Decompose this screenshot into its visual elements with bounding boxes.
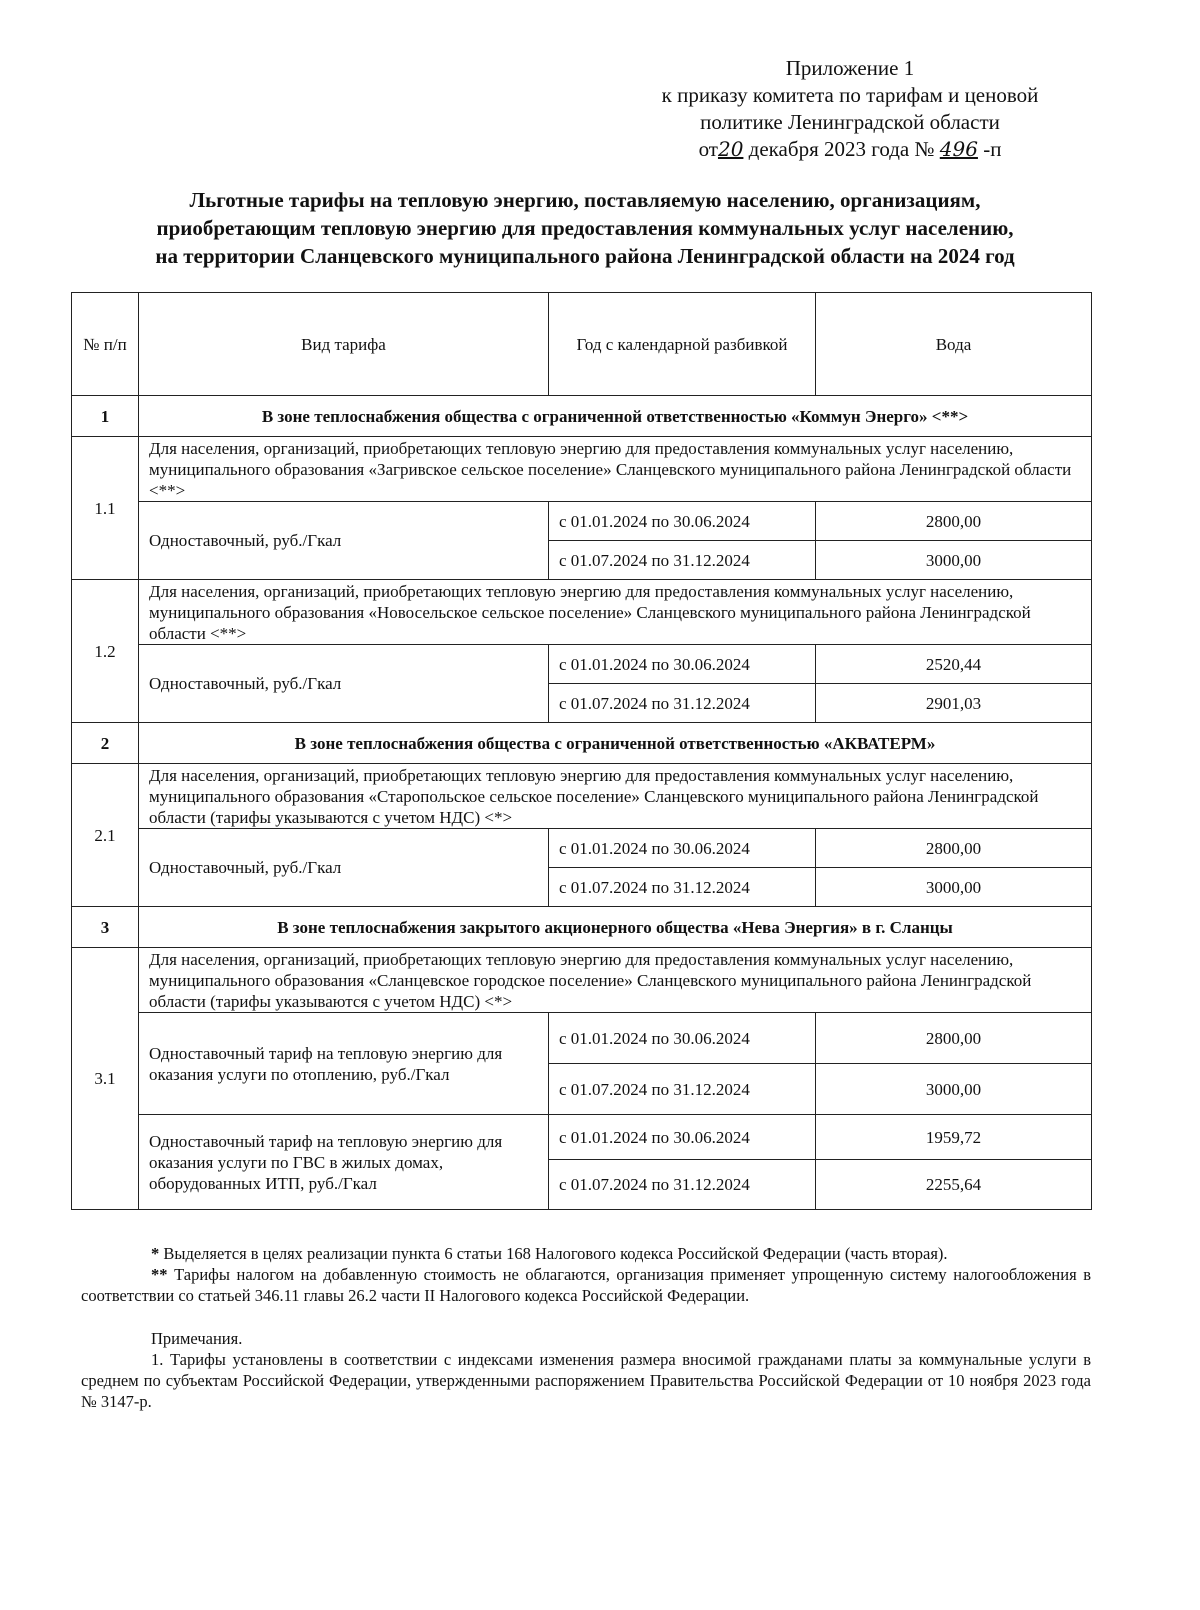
sub-desc-row [72,948,1092,1013]
tariff-table [71,292,1092,1210]
date-day: 20 [717,137,744,161]
tariff-period: с 01.01.2024 по 30.06.2024 [549,1115,816,1160]
tariff-value: 3000,00 [816,868,1092,907]
appendix-line1: к приказу комитета по тарифам и ценовой [661,83,1039,107]
sub-description: Для населения, организаций, приобретающих тепловую энергию для предоставления коммунальных услуг населению, муниципального образования «Загривское сельское поселение» Сланцевского муниципального района Ленинградской области <**> [139,437,1092,502]
tariff-value: 2800,00 [816,1013,1092,1064]
tariff-period: с 01.07.2024 по 31.12.2024 [549,541,816,580]
tariff-period: с 01.07.2024 по 31.12.2024 [549,1160,816,1210]
header-water: Вода [816,293,1092,396]
notes-heading: Примечания. [151,1329,243,1348]
tariff-type: Одноставочный тариф на тепловую энергию для оказания услуги по ГВС в жилых домах, оборудованных ИТП, руб./Гкал [139,1115,549,1210]
tariff-value: 1959,72 [816,1115,1092,1160]
footnote-2-text: Тарифы налогом на добавленную стоимость не облагаются, организация применяет упрощенную систему налогообложения в соответствии со статьей 346.11 главы 26.2 части II Налогового кодекса Российской Федерации. [81,1265,1092,1305]
sub-number: 3.1 [72,948,139,1210]
sub-description: Для населения, организаций, приобретающих тепловую энергию для предоставления коммунальных услуг населению, муниципального образования «Новосельское сельское поселение» Сланцевского муниципального района Ленинградской области <**> [139,580,1092,645]
tariff-value: 2255,64 [816,1160,1092,1210]
tariff-value: 3000,00 [816,541,1092,580]
footnote-2-mark: ** [151,1265,168,1284]
footnote-1-text: Выделяется в целях реализации пункта 6 статьи 168 Налогового кодекса Российской Федерации (часть вторая). [163,1244,948,1263]
zone-title: В зоне теплоснабжения общества с ограниченной ответственностью «АКВАТЕРМ» [139,723,1092,764]
tariff-type: Одноставочный, руб./Гкал [139,502,549,580]
sub-desc-row [72,580,1092,645]
tariff-value: 2800,00 [816,502,1092,541]
table-row [72,1013,1092,1064]
table-row [72,829,1092,868]
sub-description: Для населения, организаций, приобретающих тепловую энергию для предоставления коммунальных услуг населению, муниципального образования «Старопольское сельское поселение» Сланцевского муниципального района Ленинградской области (тарифы указываются с учетом НДС) <*> [139,764,1092,829]
sub-number: 2.1 [72,764,139,907]
date-rest: декабря 2023 года № [748,137,935,161]
appendix-date-line [600,136,1100,163]
tariff-type: Одноставочный, руб./Гкал [139,645,549,723]
tariff-type: Одноставочный тариф на тепловую энергию для оказания услуги по отоплению, руб./Гкал [139,1013,549,1115]
tariff-period: с 01.01.2024 по 30.06.2024 [549,829,816,868]
date-prefix: от [698,137,718,161]
tariff-value: 2901,03 [816,684,1092,723]
tariff-type: Одноставочный, руб./Гкал [139,829,549,907]
tariff-period: с 01.07.2024 по 31.12.2024 [549,1064,816,1115]
tariff-period: с 01.01.2024 по 30.06.2024 [549,502,816,541]
table-row [72,502,1092,541]
title-line1: Льготные тарифы на тепловую энергию, поставляемую населению, организациям, [189,188,981,212]
zone-title: В зоне теплоснабжения общества с ограниченной ответственностью «Коммун Энерго» <**> [139,396,1092,437]
tariff-period: с 01.07.2024 по 31.12.2024 [549,868,816,907]
appendix-title: Приложение 1 [785,56,915,80]
title-line2: приобретающим тепловую энергию для предоставления коммунальных услуг населению, [156,216,1014,240]
table-row [72,1115,1092,1160]
footnote-1 [81,1243,1091,1264]
header-num: № п/п [72,293,139,396]
tariff-period: с 01.01.2024 по 30.06.2024 [549,645,816,684]
sub-number: 1.2 [72,580,139,723]
sub-desc-row [72,437,1092,502]
header-type: Вид тарифа [139,293,549,396]
header-year: Год с календарной разбивкой [549,293,816,396]
zone-row [72,907,1092,948]
footnote-2 [81,1264,1091,1306]
sub-number: 1.1 [72,437,139,580]
zone-row [72,396,1092,437]
footnotes [81,1243,1091,1412]
footnote-1-mark: * [151,1244,160,1263]
zone-row [72,723,1092,764]
table-row [72,645,1092,684]
table-header-row [72,293,1092,396]
tariff-value: 2800,00 [816,829,1092,868]
appendix-line2: политике Ленинградской области [700,110,1000,134]
tariff-value: 3000,00 [816,1064,1092,1115]
sub-desc-row [72,764,1092,829]
tariff-period: с 01.07.2024 по 31.12.2024 [549,684,816,723]
zone-number: 3 [72,907,139,948]
document-title [70,186,1100,270]
zone-number: 1 [72,396,139,437]
zone-title: В зоне теплоснабжения закрытого акционерного общества «Нева Энергия» в г. Сланцы [139,907,1092,948]
tariff-period: с 01.01.2024 по 30.06.2024 [549,1013,816,1064]
order-suffix: -п [983,137,1002,161]
appendix-header [600,55,1100,163]
zone-number: 2 [72,723,139,764]
sub-description: Для населения, организаций, приобретающих тепловую энергию для предоставления коммунальных услуг населению, муниципального образования «Сланцевское городское поселение» Сланцевского муниципального района Ленинградской области (тарифы указываются с учетом НДС) <*> [139,948,1092,1013]
title-line3: на территории Сланцевского муниципального района Ленинградской области на 2024 год [155,244,1015,268]
note-item-1: 1. Тарифы установлены в соответствии с индексами изменения размера вносимой гражданами платы за коммунальные услуги в среднем по субъектам Российской Федерации, утвержденными распоряжением Правительства Российской Федерации от 10 ноября 2023 года № 3147-р. [81,1350,1091,1411]
tariff-value: 2520,44 [816,645,1092,684]
order-number: 496 [939,137,978,161]
